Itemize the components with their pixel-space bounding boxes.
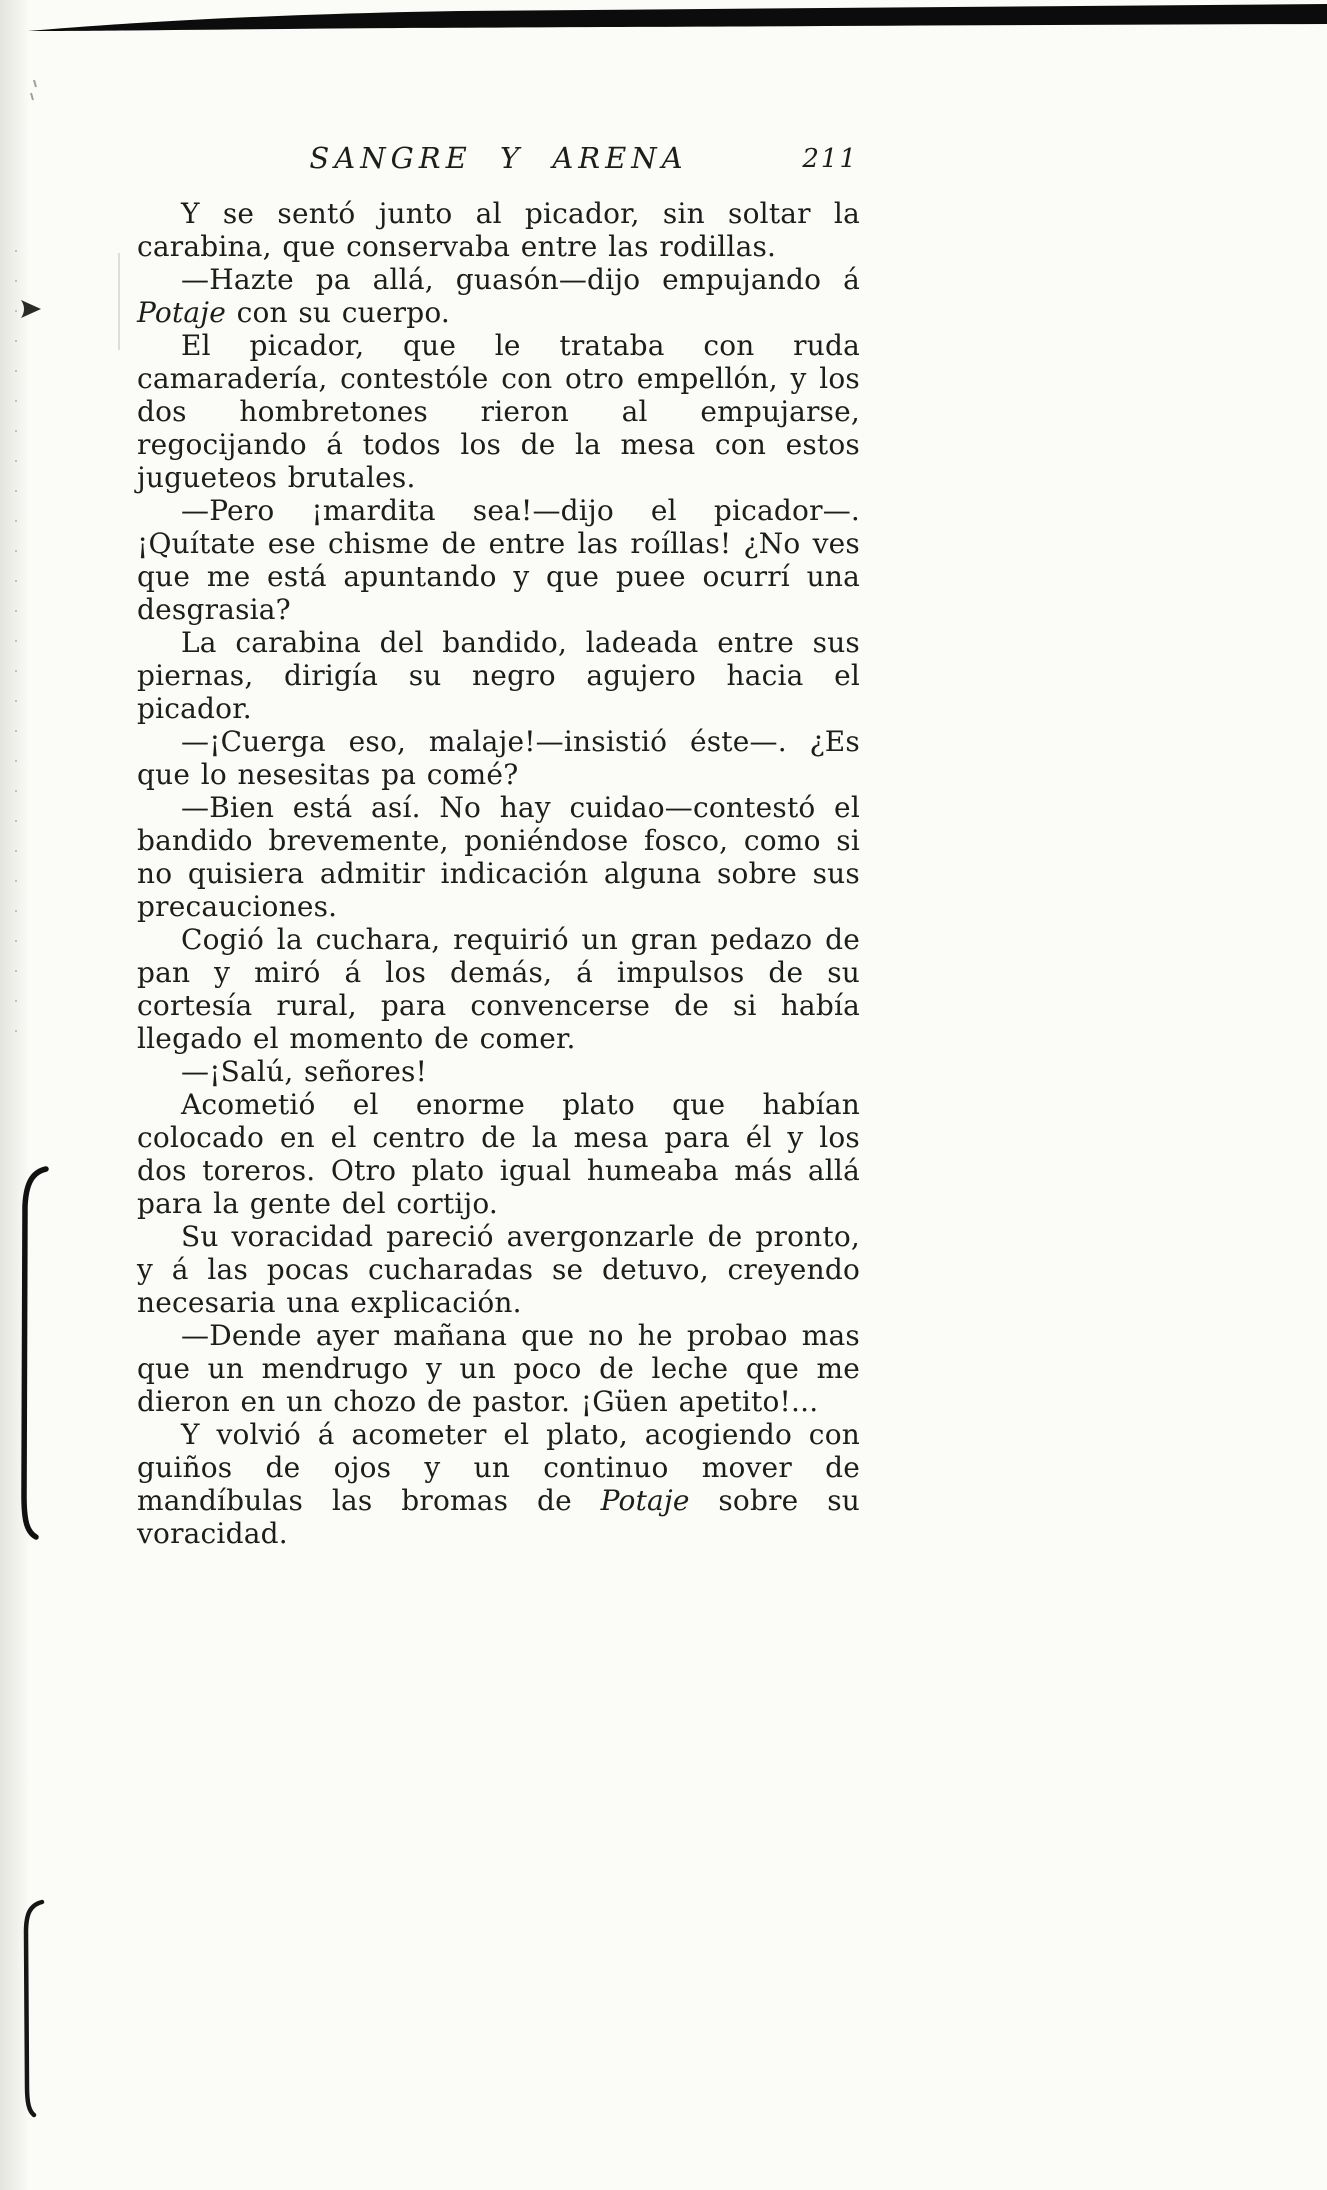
margin-small-mark [31, 80, 36, 100]
text-segment-italic: Potaje [137, 296, 226, 329]
page-text [137, 197, 860, 1550]
text-segment: El picador, que le trataba con ruda camaradería, contestóle con otro empellón, y los dos hombretones rieron al empujarse, regocijando á todos los de la mesa con estos jugueteos brutales. [137, 329, 860, 494]
page-number: 211 [802, 144, 858, 174]
margin-bracket-mark-2 [26, 1902, 42, 2115]
text-segment: con su cuerpo. [225, 296, 451, 329]
scan-edge-bar [28, 4, 1327, 31]
text-segment: Y se sentó junto al picador, sin soltar la carabina, que conservaba entre las rodillas. [137, 197, 860, 263]
running-title: SANGRE Y ARENA [309, 141, 688, 175]
page-edge-shading [0, 0, 30, 2190]
text-segment: La carabina del bandido, ladeada entre sus piernas, dirigía su negro agujero hacia el picador. [137, 626, 860, 725]
paragraph [137, 1319, 860, 1418]
paragraph [137, 494, 860, 626]
text-segment: —¡Cuerga eso, malaje!—insistió éste—. ¿Es que lo nesesitas pa comé? [137, 725, 860, 791]
text-segment: Su voracidad pareció avergonzarle de pronto, y á las pocas cucharadas se detuvo, creyendo necesaria una explicación. [137, 1220, 860, 1319]
text-segment: —Pero ¡mardita sea!—dijo el picador—. ¡Quítate ese chisme de entre las roíllas! ¿No ves que me está apuntando y que puee ocurrí una desgrasia? [137, 494, 860, 626]
paragraph [137, 329, 860, 494]
text-segment: Acometió el enorme plato que habían colocado en el centro de la mesa para él y los dos toreros. Otro plato igual humeaba más allá para la gente del cortijo. [137, 1088, 860, 1220]
text-segment: —¡Salú, señores! [181, 1055, 428, 1088]
text-segment-italic: Potaje [600, 1484, 690, 1517]
paragraph [137, 197, 860, 263]
paragraph [137, 1220, 860, 1319]
paragraph [137, 626, 860, 725]
text-segment: sobre su voracidad. [137, 1484, 860, 1550]
paragraph [137, 923, 860, 1055]
paragraph [137, 791, 860, 923]
paragraph [137, 263, 860, 329]
text-segment: Y volvió á acometer el plato, acogiendo con guiños de ojos y un continuo mover de mandíbulas las bromas de [137, 1418, 860, 1517]
paragraph [137, 1418, 860, 1550]
paragraph [137, 1055, 860, 1088]
margin-bracket-mark-1 [24, 1169, 46, 1537]
margin-arrow-mark [21, 300, 41, 318]
paragraph [137, 1088, 860, 1220]
text-segment: Cogió la cuchara, requirió un gran pedazo de pan y miró á los demás, á impulsos de su cortesía rural, para convencerse de si había llegado el momento de comer. [137, 923, 860, 1055]
text-segment: —Bien está así. No hay cuidao—contestó el bandido brevemente, poniéndose fosco, como si no quisiera admitir indicación alguna sobre sus precauciones. [137, 791, 860, 923]
page-header [137, 141, 860, 183]
text-segment: —Dende ayer mañana que no he probao mas que un mendrugo y un poco de leche que me dieron en un chozo de pastor. ¡Güen apetito!... [137, 1319, 860, 1418]
text-segment: —Hazte pa allá, guasón—dijo empujando á [181, 263, 860, 296]
paragraph [137, 725, 860, 791]
